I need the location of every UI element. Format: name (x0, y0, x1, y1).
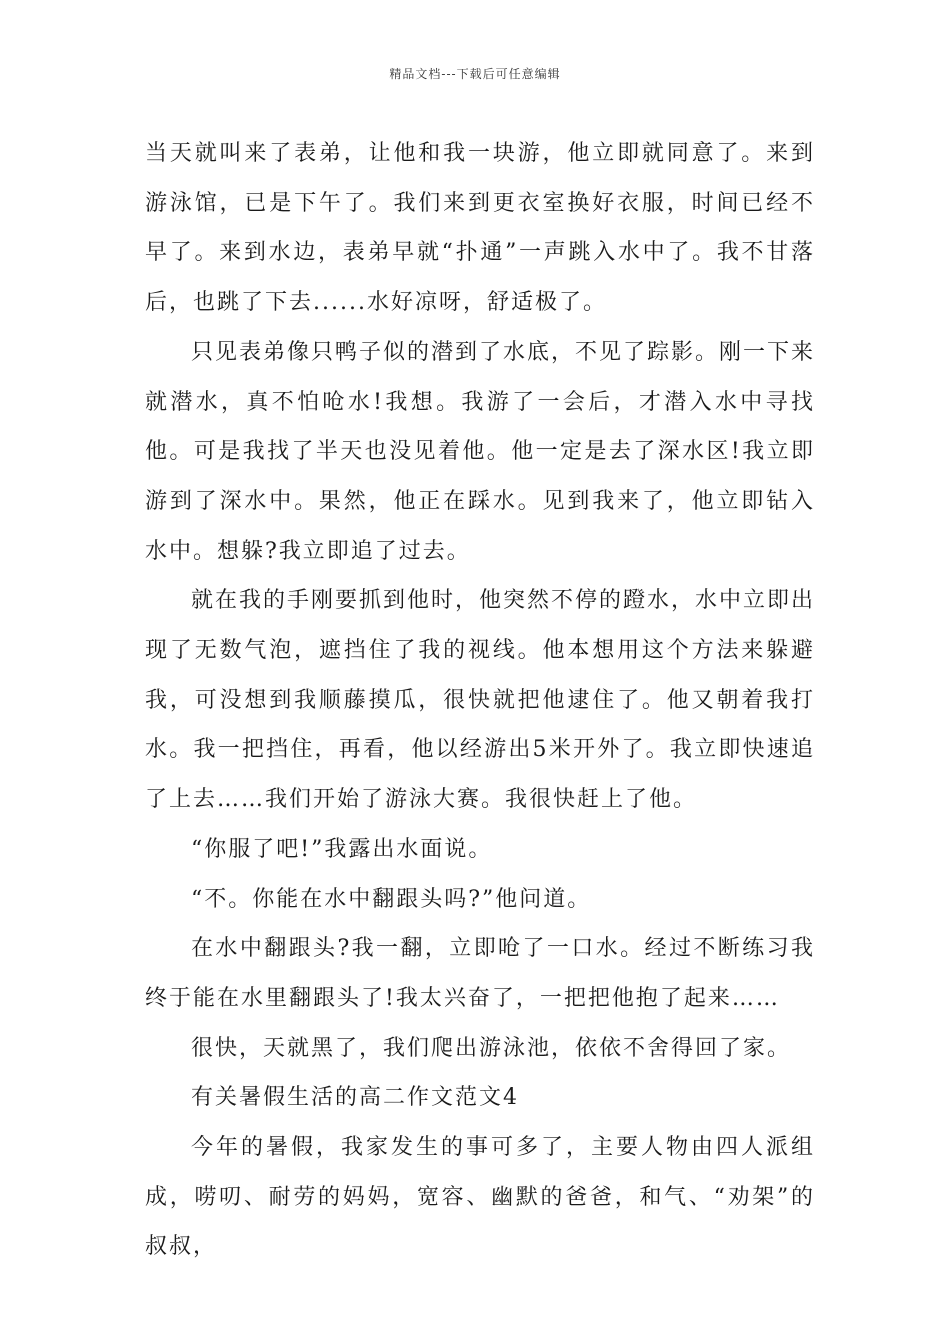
paragraph-2: 只见表弟像只鸭子似的潜到了水底，不见了踪影。刚一下来就潜水，真不怕呛水!我想。我游了一会后，才潜入水中寻找他。可是我找了半天也没见着他。他一定是去了深水区!我立即游到了深水中。果然，他正在踩水。见到我来了，他立即钻入水中。想躲?我立即追了过去。 (145, 339, 816, 564)
page-header: 精品文档---下载后可任意编辑 (389, 67, 561, 81)
paragraph-1: 当天就叫来了表弟，让他和我一块游，他立即就同意了。来到游泳馆，已是下午了。我们来到更衣室换好衣服，时间已经不早了。来到水边，表弟早就“扑通”一声跳入水中了。我不甘落后，也跳了下去......水好凉呀，舒适极了。 (145, 141, 815, 316)
paragraph-6: 在水中翻跟头?我一翻，立即呛了一口水。经过不断练习我终于能在水里翻跟头了!我太兴奋了，一把把他抱了起来…… (145, 936, 815, 1011)
paragraph-8: 今年的暑假，我家发生的事可多了，主要人物由四人派组成，唠叨、耐劳的妈妈，宽容、幽默的爸爸，和气、“劝架”的叔叔， (145, 1135, 815, 1260)
paragraph-4: “你服了吧!”我露出水面说。 (191, 836, 493, 862)
section-heading: 有关暑假生活的高二作文范文4 (191, 1085, 519, 1111)
paragraph-5: “不。你能在水中翻跟头吗?”他问道。 (191, 886, 592, 912)
paragraph-3: 就在我的手刚要抓到他时，他突然不停的蹬水，水中立即出现了无数气泡，遮挡住了我的视线。他本想用这个方法来躲避我，可没想到我顺藤摸瓜，很快就把他逮住了。他又朝着我打水。我一把挡住，再看，他以经游出5米开外了。我立即快速追了上去……我们开始了游泳大赛。我很快赶上了他。 (145, 588, 816, 813)
paragraph-7: 很快，天就黑了，我们爬出游泳池，依依不舍得回了家。 (191, 1035, 792, 1061)
document-body (145, 129, 815, 1272)
